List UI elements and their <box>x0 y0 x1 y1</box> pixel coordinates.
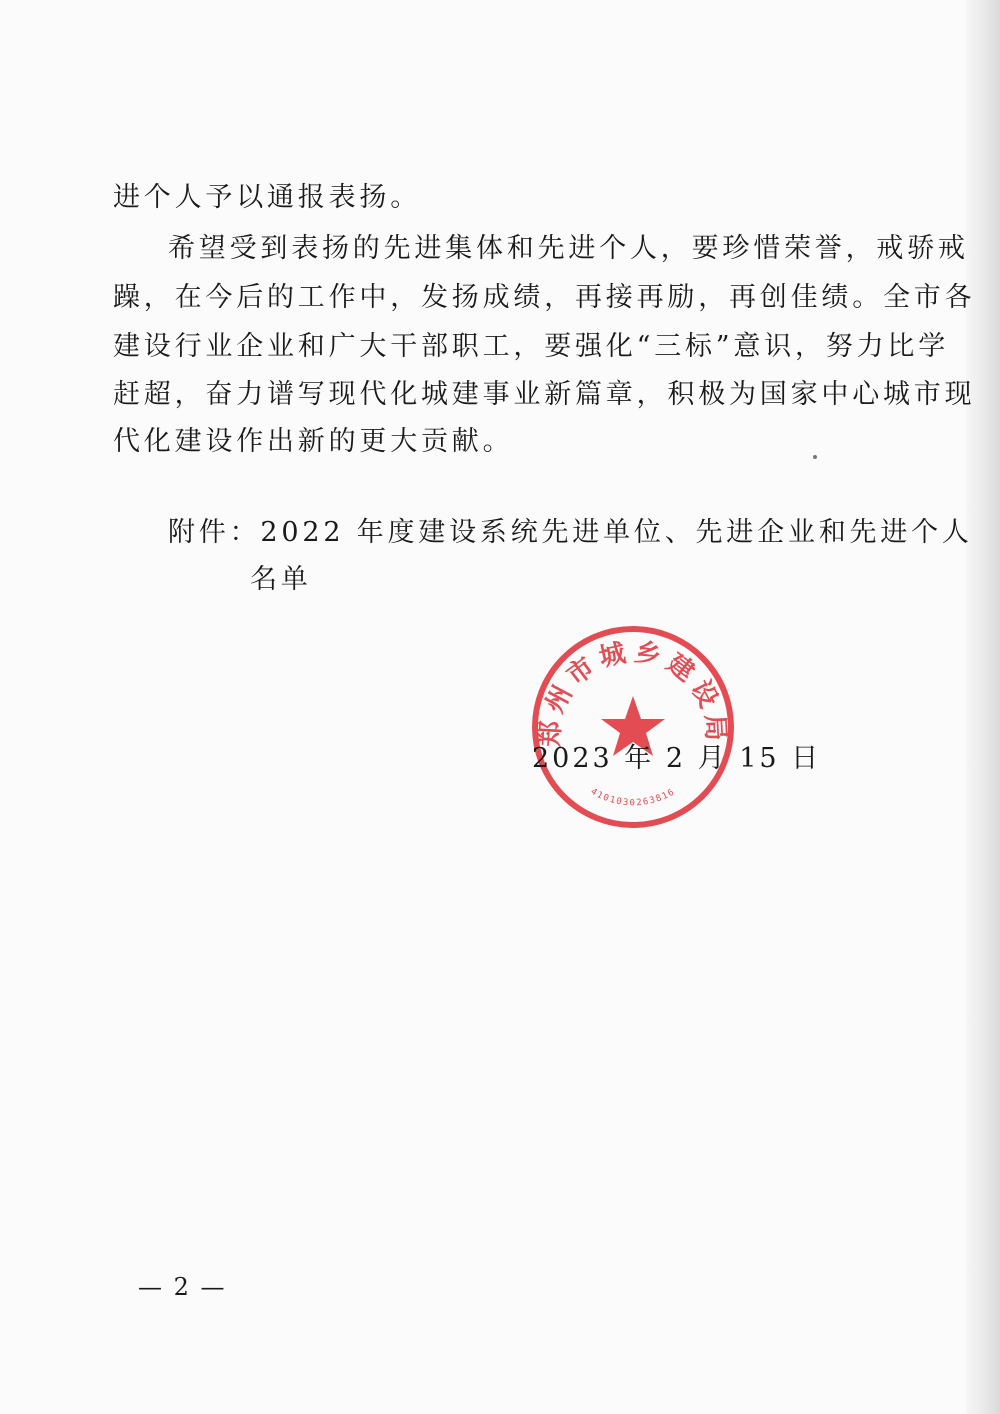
body-line-4: 建设行业企业和广大干部职工，要强化“三标”意识，努力比学 <box>113 331 950 362</box>
page-edge-shadow <box>966 0 1000 1414</box>
body-line-3: 躁，在今后的工作中，发扬成绩，再接再励，再创佳绩。全市各 <box>113 282 976 313</box>
seal-text: 郑州市城乡建设局 <box>535 637 731 748</box>
body-line-5: 赶超，奋力谱写现代化城建事业新篇章，积极为国家中心城市现 <box>113 379 976 410</box>
attachment-line-1: 附件：2022 年度建设系统先进单位、先进企业和先进个人 <box>168 517 973 548</box>
page-number: — 2 — <box>138 1273 227 1301</box>
seal-number: 4101030263816 <box>588 786 678 809</box>
body-line-2: 希望受到表扬的先进集体和先进个人，要珍惜荣誉，戒骄戒 <box>168 233 969 264</box>
official-seal <box>530 624 736 830</box>
attachment-line-2: 名单 <box>250 564 312 595</box>
body-line-6: 代化建设作出新的更大贡献。 <box>113 426 514 457</box>
document-date: 2023 年 2 月 15 日 <box>532 743 822 774</box>
scan-speck <box>813 455 817 459</box>
body-line-1: 进个人予以通报表扬。 <box>113 182 421 213</box>
